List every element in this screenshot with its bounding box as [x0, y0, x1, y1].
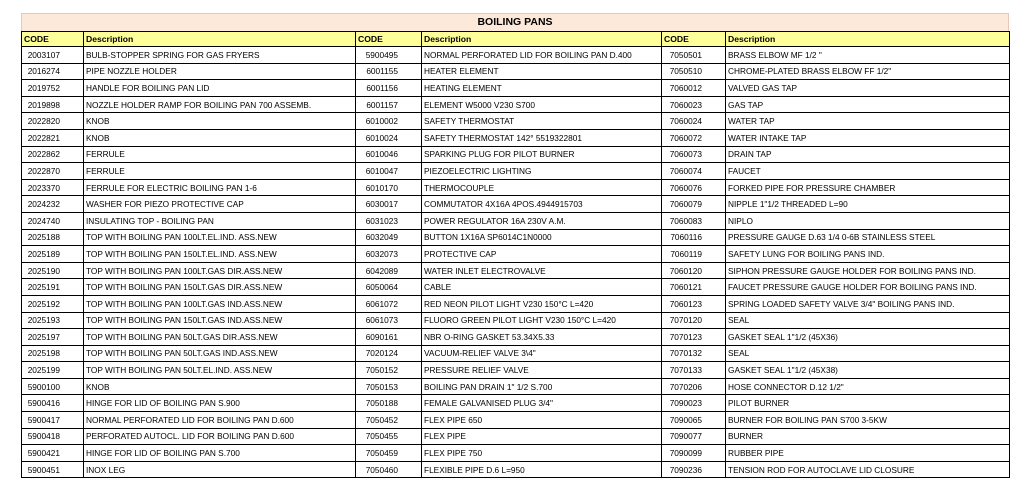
- cell-code-3: 7060073: [662, 146, 726, 163]
- cell-code-2: 7020124: [356, 345, 422, 362]
- cell-description-1: TOP WITH BOILING PAN 100LT.GAS IND.ASS.NEW: [84, 295, 356, 312]
- table-row: [22, 212, 1010, 229]
- cell-description-3: RUBBER PIPE: [726, 445, 1010, 462]
- header-code-3: CODE: [662, 32, 726, 47]
- cell-code-1: 2023370: [22, 179, 84, 196]
- cell-code-3: 7060074: [662, 163, 726, 180]
- cell-code-3: 7060079: [662, 196, 726, 213]
- cell-code-2: 6010047: [356, 163, 422, 180]
- cell-description-3: SEAL: [726, 345, 1010, 362]
- cell-code-2: 6001157: [356, 96, 422, 113]
- cell-description-3: FORKED PIPE FOR PRESSURE CHAMBER: [726, 179, 1010, 196]
- cell-code-1: 2003107: [22, 47, 84, 64]
- cell-code-3: 7060023: [662, 96, 726, 113]
- cell-description-2: CABLE: [422, 279, 662, 296]
- cell-code-2: 6001156: [356, 80, 422, 97]
- cell-description-2: BOILING PAN DRAIN 1" 1/2 S.700: [422, 378, 662, 395]
- header-code-2: CODE: [356, 32, 422, 47]
- cell-description-3: WATER INTAKE TAP: [726, 129, 1010, 146]
- cell-description-1: TOP WITH BOILING PAN 150LT.EL.IND. ASS.NEW: [84, 246, 356, 263]
- cell-description-3: SAFETY LUNG FOR BOILING PANS IND.: [726, 246, 1010, 263]
- table-row: [22, 163, 1010, 180]
- cell-description-2: FEMALE GALVANISED PLUG 3/4": [422, 395, 662, 412]
- cell-code-1: 2024232: [22, 196, 84, 213]
- cell-code-2: 6001155: [356, 63, 422, 80]
- cell-code-3: 7060121: [662, 279, 726, 296]
- cell-description-1: KNOB: [84, 378, 356, 395]
- header-description-3: Description: [726, 32, 1010, 47]
- cell-description-1: FERRULE: [84, 163, 356, 180]
- cell-description-1: TOP WITH BOILING PAN 50LT.GAS DIR.ASS.NEW: [84, 329, 356, 346]
- table-row: [22, 279, 1010, 296]
- cell-code-2: 6042089: [356, 262, 422, 279]
- cell-description-2: SPARKING PLUG FOR PILOT BURNER: [422, 146, 662, 163]
- cell-code-2: 6050064: [356, 279, 422, 296]
- cell-code-1: 2019898: [22, 96, 84, 113]
- table-row: [22, 461, 1010, 478]
- cell-code-1: 2022862: [22, 146, 84, 163]
- cell-description-2: PRESSURE RELIEF VALVE: [422, 362, 662, 379]
- cell-code-2: 7050188: [356, 395, 422, 412]
- cell-code-1: 5900418: [22, 428, 84, 445]
- table-row: [22, 345, 1010, 362]
- cell-description-2: FLEX PIPE 750: [422, 445, 662, 462]
- cell-description-2: PIEZOELECTRIC LIGHTING: [422, 163, 662, 180]
- cell-description-2: FLEX PIPE: [422, 428, 662, 445]
- table-row: [22, 412, 1010, 429]
- cell-code-1: 5900417: [22, 412, 84, 429]
- cell-code-1: 2025190: [22, 262, 84, 279]
- cell-description-3: SPRING LOADED SAFETY VALVE 3/4" BOILING PANS IND.: [726, 295, 1010, 312]
- cell-code-3: 7060072: [662, 129, 726, 146]
- table-row: [22, 445, 1010, 462]
- cell-description-3: GASKET SEAL 1"1/2 (45X36): [726, 329, 1010, 346]
- cell-code-2: 6032049: [356, 229, 422, 246]
- cell-description-3: VALVED GAS TAP: [726, 80, 1010, 97]
- cell-description-3: HOSE CONNECTOR D.12 1/2": [726, 378, 1010, 395]
- cell-code-1: 2025193: [22, 312, 84, 329]
- cell-code-1: 2024740: [22, 212, 84, 229]
- table-row: [22, 96, 1010, 113]
- cell-description-2: NBR O-RING GASKET 53.34X5.33: [422, 329, 662, 346]
- cell-code-2: 7050153: [356, 378, 422, 395]
- table-row: [22, 295, 1010, 312]
- cell-description-1: WASHER FOR PIEZO PROTECTIVE CAP: [84, 196, 356, 213]
- cell-code-1: 2025188: [22, 229, 84, 246]
- cell-description-2: SAFETY THERMOSTAT 142° 5519322801: [422, 129, 662, 146]
- cell-description-3: BURNER: [726, 428, 1010, 445]
- table-row: [22, 362, 1010, 379]
- cell-code-2: 7050459: [356, 445, 422, 462]
- table-row: [22, 196, 1010, 213]
- cell-description-1: KNOB: [84, 113, 356, 130]
- cell-description-2: THERMOCOUPLE: [422, 179, 662, 196]
- header-description-2: Description: [422, 32, 662, 47]
- cell-description-3: FAUCET PRESSURE GAUGE HOLDER FOR BOILING PANS IND.: [726, 279, 1010, 296]
- cell-description-1: TOP WITH BOILING PAN 100LT.GAS DIR.ASS.NEW: [84, 262, 356, 279]
- cell-description-3: TENSION ROD FOR AUTOCLAVE LID CLOSURE: [726, 461, 1010, 478]
- cell-description-2: NORMAL PERFORATED LID FOR BOILING PAN D.400: [422, 47, 662, 64]
- cell-code-3: 7090023: [662, 395, 726, 412]
- cell-code-2: 6010170: [356, 179, 422, 196]
- cell-description-3: BRASS ELBOW MF 1/2 ": [726, 47, 1010, 64]
- header-description-1: Description: [84, 32, 356, 47]
- cell-code-1: 2022820: [22, 113, 84, 130]
- cell-description-1: TOP WITH BOILING PAN 100LT.EL.IND. ASS.NEW: [84, 229, 356, 246]
- cell-description-2: PROTECTIVE CAP: [422, 246, 662, 263]
- cell-code-1: 2025197: [22, 329, 84, 346]
- cell-description-2: COMMUTATOR 4X16A 4POS.4944915703: [422, 196, 662, 213]
- cell-code-1: 2016274: [22, 63, 84, 80]
- cell-code-3: 7060116: [662, 229, 726, 246]
- cell-code-2: 7050460: [356, 461, 422, 478]
- cell-description-1: PIPE NOZZLE HOLDER: [84, 63, 356, 80]
- cell-description-1: HANDLE FOR BOILING PAN LID: [84, 80, 356, 97]
- cell-description-2: VACUUM-RELIEF VALVE 3\4": [422, 345, 662, 362]
- cell-description-3: FAUCET: [726, 163, 1010, 180]
- table-row: [22, 378, 1010, 395]
- cell-description-2: ELEMENT W5000 V230 S700: [422, 96, 662, 113]
- cell-description-1: TOP WITH BOILING PAN 150LT.GAS IND.ASS.NEW: [84, 312, 356, 329]
- cell-code-3: 7070133: [662, 362, 726, 379]
- cell-code-1: 5900451: [22, 461, 84, 478]
- cell-description-2: RED NEON PILOT LIGHT V230 150°C L=420: [422, 295, 662, 312]
- table-row: [22, 428, 1010, 445]
- cell-code-3: 7060083: [662, 212, 726, 229]
- cell-code-3: 7060119: [662, 246, 726, 263]
- cell-code-3: 7060120: [662, 262, 726, 279]
- cell-description-3: CHROME-PLATED BRASS ELBOW FF 1/2": [726, 63, 1010, 80]
- cell-code-3: 7090236: [662, 461, 726, 478]
- cell-code-2: 6010046: [356, 146, 422, 163]
- cell-code-2: 6061072: [356, 295, 422, 312]
- cell-code-3: 7060012: [662, 80, 726, 97]
- cell-description-3: GASKET SEAL 1"1/2 (45X38): [726, 362, 1010, 379]
- table-body: [22, 47, 1010, 478]
- cell-code-2: 6090161: [356, 329, 422, 346]
- cell-description-1: PERFORATED AUTOCL. LID FOR BOILING PAN D.600: [84, 428, 356, 445]
- table-row: [22, 312, 1010, 329]
- cell-code-1: 2019752: [22, 80, 84, 97]
- table-row: [22, 129, 1010, 146]
- cell-description-3: SEAL: [726, 312, 1010, 329]
- cell-code-2: 6061073: [356, 312, 422, 329]
- cell-code-3: 7060076: [662, 179, 726, 196]
- cell-code-2: 7050152: [356, 362, 422, 379]
- cell-description-3: NIPPLE 1"1/2 THREADED L=90: [726, 196, 1010, 213]
- cell-code-2: 6010024: [356, 129, 422, 146]
- parts-table: [21, 31, 1010, 478]
- table-row: [22, 229, 1010, 246]
- cell-description-1: FERRULE: [84, 146, 356, 163]
- cell-description-2: FLEX PIPE 650: [422, 412, 662, 429]
- cell-code-1: 2025189: [22, 246, 84, 263]
- table-row: [22, 395, 1010, 412]
- table-row: [22, 63, 1010, 80]
- cell-code-2: 5900495: [356, 47, 422, 64]
- cell-description-2: HEATER ELEMENT: [422, 63, 662, 80]
- cell-code-3: 7060024: [662, 113, 726, 130]
- cell-description-1: INOX LEG: [84, 461, 356, 478]
- cell-description-1: HINGE FOR LID OF BOILING PAN S.900: [84, 395, 356, 412]
- sheet-title: BOILING PANS: [21, 13, 1009, 31]
- table-row: [22, 329, 1010, 346]
- cell-code-3: 7070120: [662, 312, 726, 329]
- cell-code-2: 6031023: [356, 212, 422, 229]
- cell-description-2: BUTTON 1X16A SP6014C1N0000: [422, 229, 662, 246]
- cell-code-3: 7090099: [662, 445, 726, 462]
- cell-code-1: 5900421: [22, 445, 84, 462]
- table-row: [22, 179, 1010, 196]
- cell-code-2: 6030017: [356, 196, 422, 213]
- cell-description-3: DRAIN TAP: [726, 146, 1010, 163]
- cell-description-3: BURNER FOR BOILING PAN S700 3-5KW: [726, 412, 1010, 429]
- cell-description-1: NORMAL PERFORATED LID FOR BOILING PAN D.600: [84, 412, 356, 429]
- cell-description-3: PRESSURE GAUGE D.63 1/4 0-6B STAINLESS STEEL: [726, 229, 1010, 246]
- cell-code-1: 2025192: [22, 295, 84, 312]
- cell-description-1: BULB-STOPPER SPRING FOR GAS FRYERS: [84, 47, 356, 64]
- cell-code-1: 2022821: [22, 129, 84, 146]
- table-row: [22, 262, 1010, 279]
- cell-description-2: SAFETY THERMOSTAT: [422, 113, 662, 130]
- cell-code-3: 7070132: [662, 345, 726, 362]
- cell-code-1: 2025191: [22, 279, 84, 296]
- cell-description-2: HEATING ELEMENT: [422, 80, 662, 97]
- cell-description-1: KNOB: [84, 129, 356, 146]
- cell-description-2: FLEXIBLE PIPE D.6 L=950: [422, 461, 662, 478]
- cell-description-1: NOZZLE HOLDER RAMP FOR BOILING PAN 700 ASSEMB.: [84, 96, 356, 113]
- cell-code-1: 5900100: [22, 378, 84, 395]
- cell-description-3: SIPHON PRESSURE GAUGE HOLDER FOR BOILING PANS IND.: [726, 262, 1010, 279]
- cell-description-1: HINGE FOR LID OF BOILING PAN S.700: [84, 445, 356, 462]
- cell-code-1: 5900416: [22, 395, 84, 412]
- cell-code-1: 2025199: [22, 362, 84, 379]
- table-row: [22, 146, 1010, 163]
- cell-description-1: TOP WITH BOILING PAN 50LT.GAS IND.ASS.NEW: [84, 345, 356, 362]
- cell-code-1: 2022870: [22, 163, 84, 180]
- table-row: [22, 80, 1010, 97]
- cell-description-2: POWER REGULATOR 16A 230V A.M.: [422, 212, 662, 229]
- parts-sheet: [21, 13, 1009, 478]
- cell-code-3: 7070206: [662, 378, 726, 395]
- cell-description-3: NIPLO: [726, 212, 1010, 229]
- header-code-1: CODE: [22, 32, 84, 47]
- cell-code-3: 7060123: [662, 295, 726, 312]
- cell-description-1: TOP WITH BOILING PAN 50LT.EL.IND. ASS.NEW: [84, 362, 356, 379]
- cell-description-1: INSULATING TOP - BOILING PAN: [84, 212, 356, 229]
- cell-code-2: 7050455: [356, 428, 422, 445]
- cell-description-2: WATER INLET ELECTROVALVE: [422, 262, 662, 279]
- cell-description-3: GAS TAP: [726, 96, 1010, 113]
- cell-description-1: FERRULE FOR ELECTRIC BOILING PAN 1-6: [84, 179, 356, 196]
- header-row: [22, 32, 1010, 47]
- cell-code-3: 7090077: [662, 428, 726, 445]
- cell-code-2: 6032073: [356, 246, 422, 263]
- cell-code-3: 7090065: [662, 412, 726, 429]
- cell-code-3: 7070123: [662, 329, 726, 346]
- cell-code-2: 7050452: [356, 412, 422, 429]
- table-row: [22, 246, 1010, 263]
- table-row: [22, 113, 1010, 130]
- cell-description-3: WATER TAP: [726, 113, 1010, 130]
- cell-description-2: FLUORO GREEN PILOT LIGHT V230 150°C L=420: [422, 312, 662, 329]
- table-row: [22, 47, 1010, 64]
- cell-code-3: 7050510: [662, 63, 726, 80]
- cell-code-3: 7050501: [662, 47, 726, 64]
- cell-code-1: 2025198: [22, 345, 84, 362]
- cell-description-3: PILOT BURNER: [726, 395, 1010, 412]
- cell-description-1: TOP WITH BOILING PAN 150LT.GAS DIR.ASS.NEW: [84, 279, 356, 296]
- cell-code-2: 6010002: [356, 113, 422, 130]
